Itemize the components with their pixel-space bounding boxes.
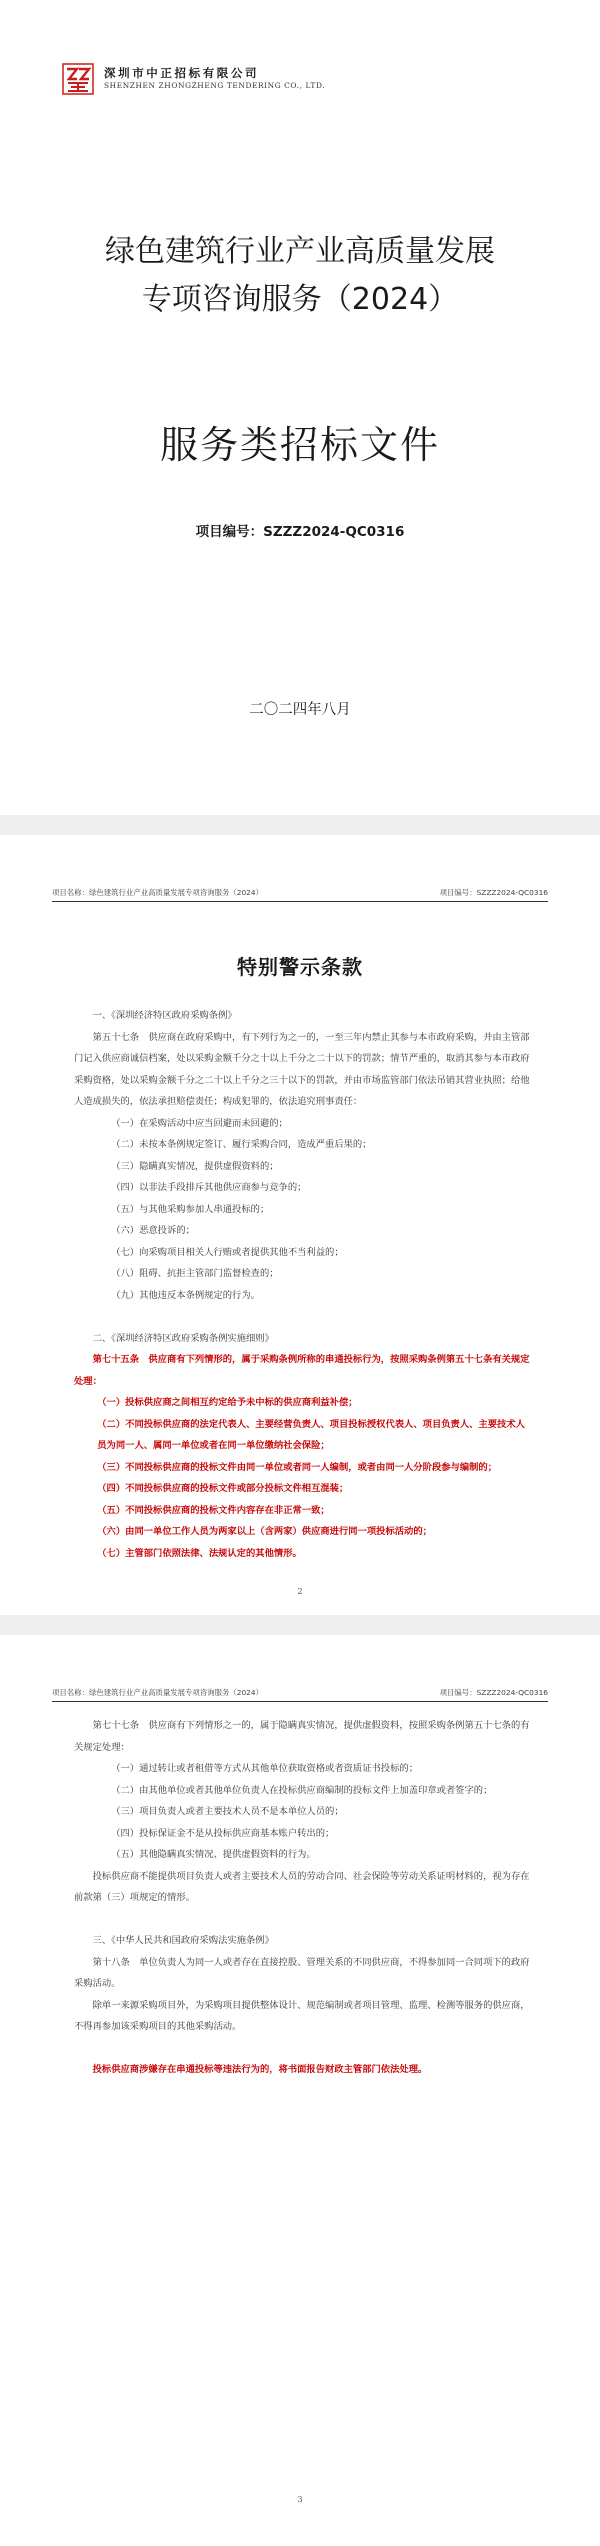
running-header-project-number: 项目编号：SZZZ2024-QC0316 [439, 888, 548, 897]
law-heading: 三、《中华人民共和国政府采购法实施条例》 [92, 1935, 274, 1946]
page-gap [0, 1615, 600, 1635]
section-title: 特别警示条款 [237, 955, 363, 979]
list-item: （四）投标保证金不是从投标供应商基本账户转出的； [111, 1827, 335, 1839]
list-item-highlight: （六）由同一单位工作人员为两家以上（含两家）供应商进行同一项投标活动的； [97, 1526, 432, 1537]
list-item-highlight: （一）投标供应商之间相互约定给予未中标的供应商利益补偿； [97, 1397, 358, 1408]
article-note: 投标供应商不能提供项目负责人或者主要技术人员的劳动合同、社会保险等劳动关系证明材料的，视为存在前款第（三）项规定的情形。 [74, 1870, 530, 1903]
list-item: （六）恶意投诉的； [111, 1225, 195, 1236]
list-item: （二）由其他单位或者其他单位负责人在投标供应商编制的投标文件上加盖印章或者签字的； [111, 1784, 493, 1796]
company-logo-icon [62, 63, 94, 95]
cover-date: 二〇二四年八月 [249, 702, 351, 718]
list-item-highlight: （四）不同投标供应商的投标文件或部分投标文件相互混装； [97, 1483, 349, 1494]
article-text: 第七十七条 供应商有下列情形之一的，属于隐瞒真实情况，提供虚假资料，按照采购条例第五十七条的有关规定处理： [74, 1720, 530, 1753]
running-header-project-name: 项目名称：绿色建筑行业产业高质量发展专项咨询服务（2024） [52, 888, 263, 897]
list-item: （二）未按本条例规定签订、履行采购合同，造成严重后果的； [111, 1139, 372, 1150]
list-item: （一）在采购活动中应当回避而未回避的； [111, 1117, 288, 1129]
list-item: （三）隐瞒真实情况，提供虚假资料的； [111, 1160, 279, 1172]
list-item: （一）通过转让或者租借等方式从其他单位获取资格或者资质证书投标的； [111, 1763, 418, 1774]
page2-body [74, 1005, 534, 1564]
warning-page-3 [0, 1635, 600, 2546]
project-number-label: 项目编号： [195, 524, 264, 540]
list-item-highlight: （七）主管部门依照法律、法规认定的其他情形。 [97, 1547, 302, 1559]
running-header [52, 887, 548, 902]
article-text: 第十八条 单位负责人为同一人或者存在直接控股、管理关系的不同供应商，不得参加同一合同项下的政府采购活动。 [74, 1956, 530, 1989]
list-item: （八）阻碍、抗拒主管部门监督检查的； [111, 1268, 279, 1279]
document-type-title: 服务类招标文件 [159, 423, 440, 467]
article-text-highlight: 第七十五条 供应商有下列情形的，属于采购条例所称的串通投标行为，按照采购条例第五十七条有关规定处理： [74, 1354, 530, 1387]
law-heading: 二、《深圳经济特区政府采购条例实施细则》 [92, 1332, 274, 1344]
running-header-project-number: 项目编号：SZZZ2024-QC0316 [439, 1688, 548, 1697]
page-number: 3 [297, 2495, 303, 2504]
list-item: （五）与其他采购参加人串通投标的； [111, 1203, 270, 1215]
list-item: （七）向采购项目相关人行贿或者提供其他不当利益的； [111, 1246, 344, 1258]
company-logo [62, 62, 325, 96]
project-title-line2: 专项咨询服务（2024） [141, 282, 459, 317]
project-title-line1: 绿色建筑行业产业高质量发展 [105, 234, 495, 269]
article-text: 第五十七条 供应商在政府采购中，有下列行为之一的，一至三年内禁止其参与本市政府采购，并由主管部门记入供应商诚信档案，处以采购金额千分之十以上千分之二十以下的罚款；情节严重的，取消其参与本市政府采购资格，处以采购金额千分之二十以上千分之三十以下的罚款，并由市场监管部门依法吊销其营业执照；给他人造成损失的，依法承担赔偿责任；构成犯罪的，依法追究刑事责任： [74, 1031, 530, 1107]
list-item-highlight: （五）不同投标供应商的投标文件内容存在非正常一致； [97, 1504, 330, 1516]
list-item: （三）项目负责人或者主要技术人员不是本单位人员的； [111, 1806, 344, 1817]
list-item: （四）以非法手段排斥其他供应商参与竞争的； [111, 1182, 307, 1193]
company-name-en: SHENZHEN ZHONGZHENG TENDERING CO., LTD. [104, 81, 326, 90]
warning-page-2 [0, 835, 600, 1615]
article-text: 除单一来源采购项目外，为采购项目提供整体设计、规范编制或者项目管理、监理、检测等服务的供应商，不得再参加该采购项目的其他采购活动。 [74, 1999, 530, 2032]
running-header [52, 1687, 548, 1702]
project-number [0, 522, 600, 542]
warning-statement: 投标供应商涉嫌存在串通投标等违法行为的，将书面报告财政主管部门依法处理。 [92, 2064, 428, 2075]
project-number-value: SZZZ2024-QC0316 [263, 524, 405, 540]
list-item: （九）其他违反本条例规定的行为。 [111, 1289, 260, 1301]
cover-page [0, 0, 600, 815]
page-number: 2 [297, 1587, 303, 1596]
running-header-project-name: 项目名称：绿色建筑行业产业高质量发展专项咨询服务（2024） [52, 1688, 263, 1697]
company-name-cn: 深圳市中正招标有限公司 [104, 66, 260, 80]
list-item-highlight: （三）不同投标供应商的投标文件由同一单位或者同一人编制，或者由同一人分阶段参与编制的； [97, 1461, 498, 1473]
list-item: （五）其他隐瞒真实情况、提供虚假资料的行为。 [111, 1849, 316, 1860]
law-heading: 一、《深圳经济特区政府采购条例》 [92, 1010, 237, 1021]
page-gap [0, 815, 600, 835]
list-item-highlight: （二）不同投标供应商的法定代表人、主要经营负责人、项目投标授权代表人、项目负责人、主要技术人员为同一人、属同一单位或者在同一单位缴纳社会保险； [97, 1418, 525, 1451]
page3-body [74, 1715, 534, 2081]
